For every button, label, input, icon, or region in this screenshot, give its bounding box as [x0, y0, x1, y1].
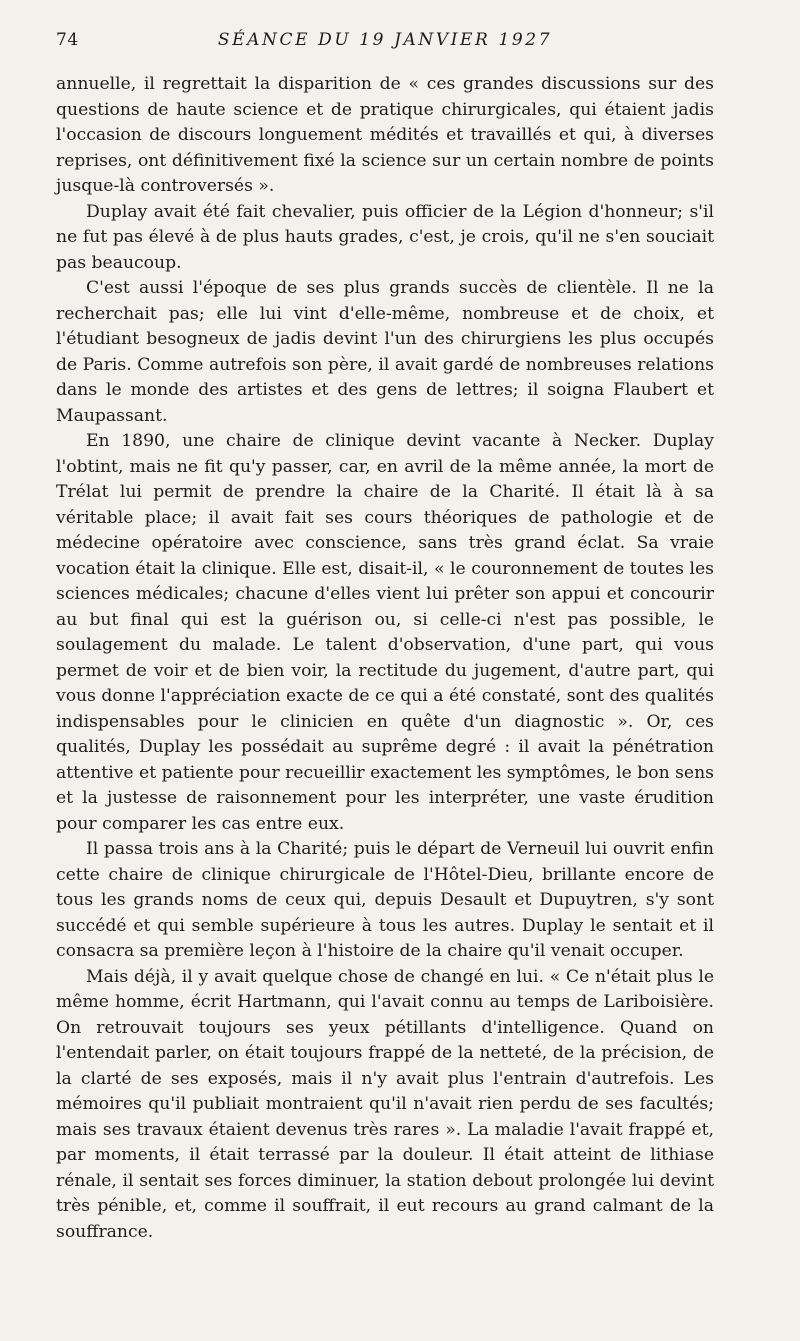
paragraph-chaire-clinique: En 1890, une chaire de clinique devint vacante à Necker. Duplay l'obtint, mais ne fit qu'y passer, car, en avril de la même année, la mort de Trélat lui permit de prendre la chaire de la Charité. Il était là à sa véritable place; il avait fait ses cours théoriques de pathologie et de médecine opératoire avec conscience, sans très grand éclat. Sa vraie vocation était la clinique. Elle est, disait-il, « le couronnement de toutes les sciences médicales; chacune d'elles vient lui prêter son appui et concourir au but final qui est la guérison ou, si celle-ci n'est pas possible, le soulagement du malade. Le talent d'observation, d'une part, qui vous permet de voir et de bien voir, la rectitude du jugement, d'autre part, qui vous donne l'appréciation exacte de ce qui a été constaté, sont des qualités indispensables pour le clinicien en quête d'un diagnostic ». Or, ces qualités, Duplay les possédait au suprême degré : il avait la pénétration attentive et patiente pour recueillir exactement les symptômes, le bon sens et la justesse de raisonnement pour les interpréter, une vaste érudition pour comparer les cas entre eux.	[56, 431, 714, 834]
body-text	[56, 72, 714, 1245]
paragraph-maladie: Mais déjà, il y avait quelque chose de changé en lui. « Ce n'était plus le même homme, écrit Hartmann, qui l'avait connu au temps de Lariboisière. On retrouvait toujours ses yeux pétillants d'intelligence. Quand on l'entendait parler, on était toujours frappé de la netteté, de la précision, de la clarté de ses exposés, mais il n'y avait plus l'entrain d'autrefois. Les mémoires qu'il publiait montraient qu'il n'avait rien perdu de ses facultés; mais ses travaux étaient devenus très rares ». La maladie l'avait frappé et, par moments, il était terrassé par la douleur. Il était atteint de lithiase rénale, il sentait ses forces diminuer, la station debout prolongée lui devint très pénible, et, comme il souffrait, il eut recours au grand calmant de la souffrance.	[56, 966, 714, 1242]
paragraph-hotel-dieu: Il passa trois ans à la Charité; puis le départ de Verneuil lui ouvrit enfin cette chaire de clinique chirurgicale de l'Hôtel-Dieu, brillante encore de tous les grands noms de ceux qui, depuis Desault et Dupuytren, s'y sont succédé et qui semble supérieure à tous les autres. Duplay le sentait et il consacra sa première leçon à l'histoire de la chaire qu'il venait occuper.	[56, 839, 714, 961]
page-header	[56, 30, 714, 54]
paragraph-legion-honneur: Duplay avait été fait chevalier, puis officier de la Légion d'honneur; s'il ne fut pas élevé à de plus hauts grades, c'est, je crois, qu'il ne s'en souciait pas beaucoup.	[56, 201, 714, 273]
running-head: SÉANCE DU 19 JANVIER 1927	[217, 30, 553, 50]
paragraph-clientele: C'est aussi l'époque de ses plus grands succès de clientèle. Il ne la recherchait pas; elle lui vint d'elle-même, nombreuse et de choix, et l'étudiant besogneux de jadis devint l'un des chirurgiens les plus occupés de Paris. Comme autrefois son père, il avait gardé de nombreuses relations dans le monde des artistes et des gens de lettres; il soigna Flaubert et Maupassant.	[56, 278, 714, 426]
paragraph-continuation: annuelle, il regrettait la disparition de « ces grandes discussions sur des questions de haute science et de pratique chirurgicales, qui étaient jadis l'occasion de discours longuement médités et travaillés et qui, à diverses reprises, ont définitivement fixé la science sur un certain nombre de points jusque-là controversés ».	[56, 74, 714, 196]
page-number: 74	[56, 30, 79, 50]
